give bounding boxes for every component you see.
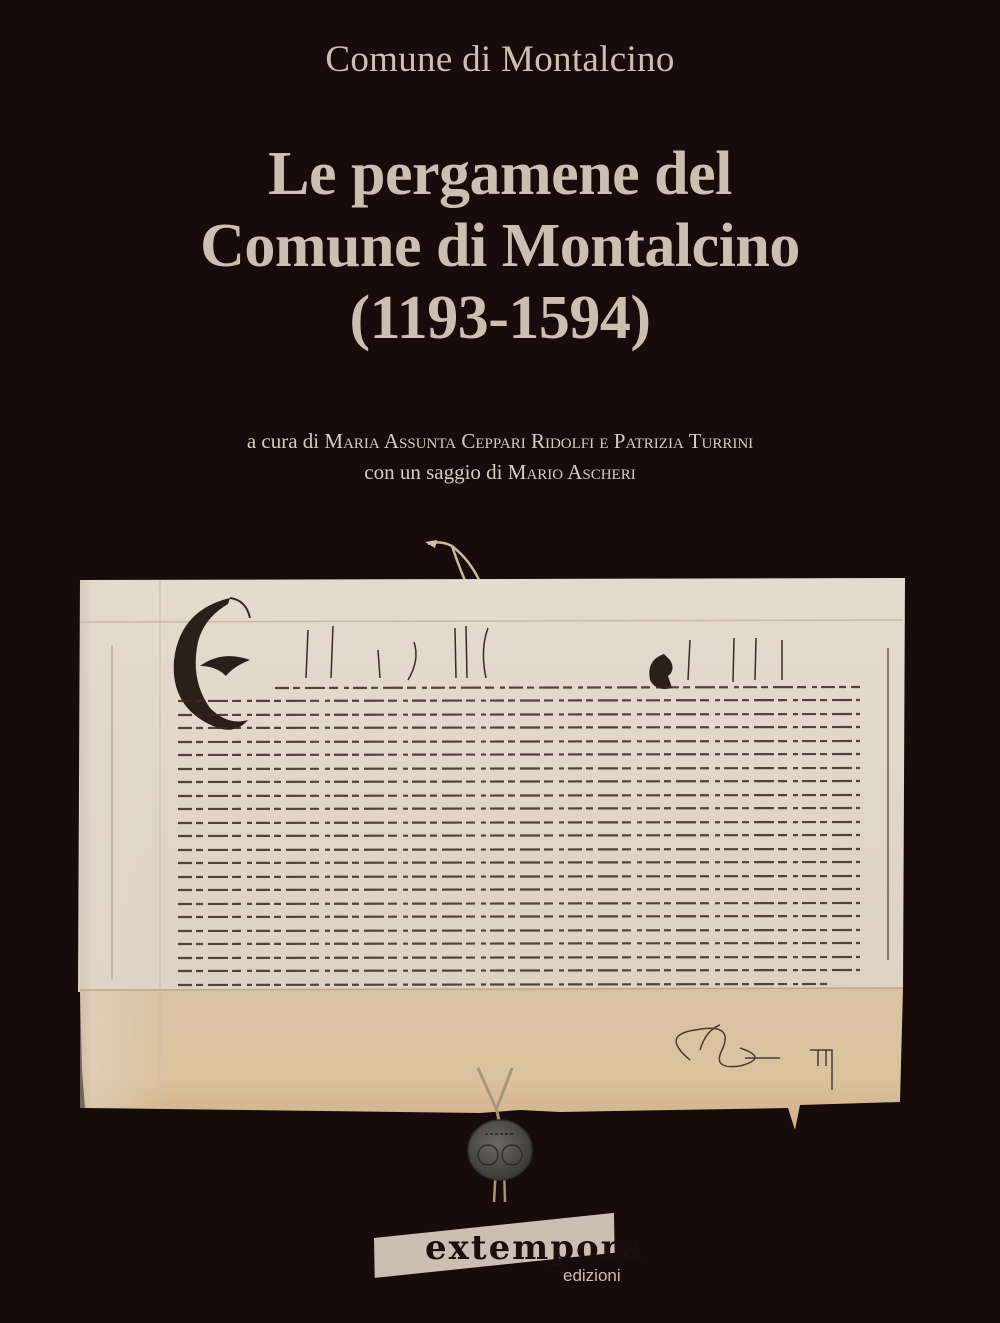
publisher-logo — [370, 1226, 645, 1296]
editors-line — [0, 426, 1000, 457]
essay-author: Mario Ascheri — [507, 460, 636, 484]
book-title — [0, 138, 1000, 354]
parchment-image — [0, 530, 1000, 1210]
lead-seal — [468, 1120, 532, 1180]
essay-prefix: con un saggio di — [364, 460, 508, 484]
parchment-illustration — [0, 530, 1000, 1210]
logo-subtitle: edizioni — [563, 1266, 621, 1285]
logo-wordmark: extempora — [425, 1228, 645, 1268]
editor-1: Maria Assunta Ceppari Ridolfi — [324, 429, 595, 453]
editor-2: Patrizia Turrini — [613, 429, 754, 453]
credits — [0, 426, 1000, 488]
title-line-2: Comune di Montalcino — [200, 212, 800, 280]
publisher-header: Comune di Montalcino — [325, 39, 675, 80]
editors-prefix: a cura di — [246, 429, 325, 453]
conjunction: e — [594, 429, 614, 453]
title-line-3: (1193-1594) — [349, 284, 651, 352]
essay-line — [0, 457, 1000, 488]
title-line-1: Le pergamene del — [268, 140, 732, 208]
